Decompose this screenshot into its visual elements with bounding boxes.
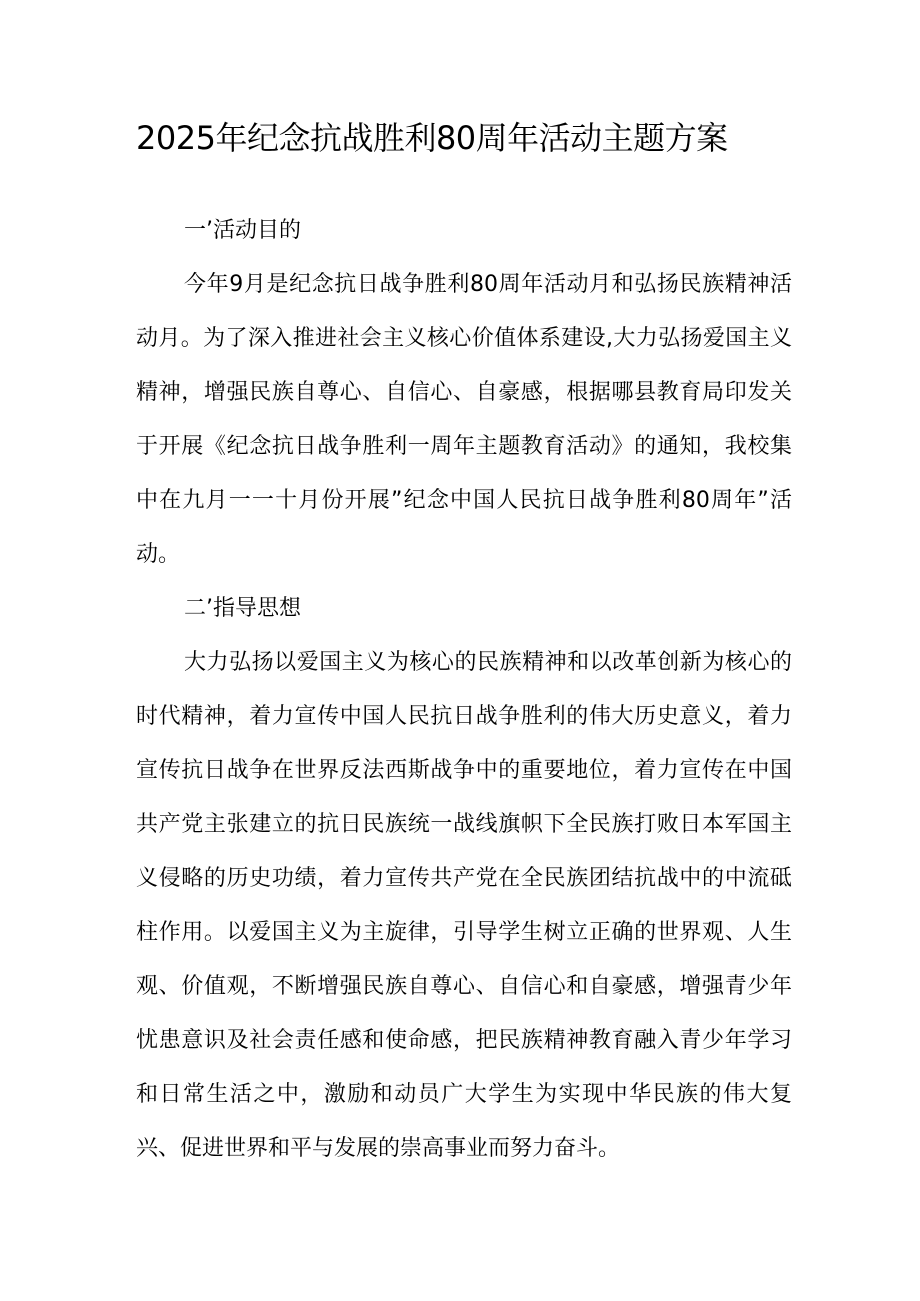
- section-paragraph-purpose: 今年9月是纪念抗日战争胜利80周年活动月和弘扬民族精神活动月。为了深入推进社会主义核心价值体系建设,大力弘扬爱国主义精神，增强民族自尊心、自信心、自豪感，根据哪县教育局印发关于开展《纪念抗日战争胜利一周年主题教育活动》的通知，我校集中在九月一一十月份开展”纪念中国人民抗日战争胜利80周年”活动。: [136, 272, 792, 567]
- section-heading-guiding-ideology: 二’指导思想: [184, 596, 301, 621]
- section-heading-purpose: 一’活动目的: [184, 218, 301, 243]
- section-paragraph-guiding-ideology: 大力弘扬以爱国主义为核心的民族精神和以改革创新为核心的时代精神，着力宣传中国人民抗日战争胜利的伟大历史意义，着力宣传抗日战争在世界反法西斯战争中的重要地位，着力宣传在中国共产党主张建立的抗日民族统一战线旗帜下全民族打败日本军国主义侵略的历史功绩，着力宣传共产党在全民族团结抗战中的中流砥柱作用。以爱国主义为主旋律，引导学生树立正确的世界观、人生观、价值观，不断增强民族自尊心、自信心和自豪感，增强青少年忧患意识及社会责任感和使命感，把民族精神教育融入青少年学习和日常生活之中，激励和动员广大学生为实现中华民族的伟大复兴、促进世界和平与发展的崇高事业而努力奋斗。: [136, 650, 792, 1161]
- document-body: [136, 204, 792, 1176]
- document-title: 2025年纪念抗战胜利80周年活动主题方案: [136, 119, 728, 157]
